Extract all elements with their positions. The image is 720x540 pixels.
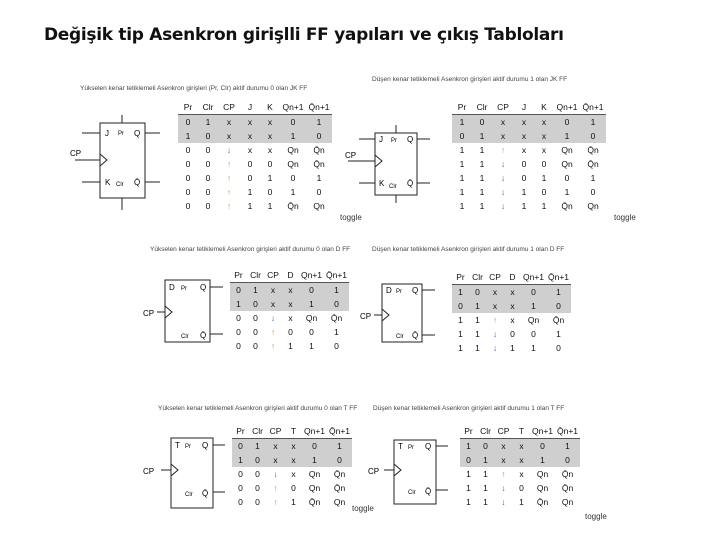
jk-truth-table-1 xyxy=(178,99,332,213)
col-header: Pr xyxy=(178,99,198,115)
svg-text:CP: CP xyxy=(368,467,380,476)
table-row: 1 1 ↓ 1 1 0 xyxy=(458,343,561,353)
table-row: 1 1 ↑ x Qn Q̄n xyxy=(458,315,565,325)
panel-caption: Yükselen kenar tetiklemeli Asenkron girişleri aktif durumu 0 olan D FF xyxy=(150,246,351,253)
col-header: Qn+1 xyxy=(299,267,324,283)
col-header: CP xyxy=(266,423,285,439)
col-header: Clr xyxy=(198,99,218,115)
panel-caption: Düşen kenar tetiklemeli Asenkron girişleri aktif durumu 1 olan D FF xyxy=(372,246,565,253)
table-row: 1 1 ↓ 0 Qn Q̄n xyxy=(466,483,574,493)
col-header: Pr xyxy=(232,423,249,439)
col-header: J xyxy=(240,99,260,115)
svg-text:Q̄: Q̄ xyxy=(407,179,414,188)
svg-text:Q: Q xyxy=(202,441,209,450)
toggle-note: toggle xyxy=(340,213,362,222)
t-flipflop-diagram xyxy=(368,432,453,512)
toggle-note: toggle xyxy=(585,512,607,521)
col-header: CP xyxy=(492,99,514,115)
table-row: 0 1 x x 0 1 xyxy=(232,439,352,454)
col-header: Pr xyxy=(452,269,469,285)
svg-text:Q̄: Q̄ xyxy=(425,487,432,496)
svg-text:Q̄: Q̄ xyxy=(202,489,209,498)
table-row: 0 0 ↑ 1 1 Q̄n Qn xyxy=(185,201,325,211)
t-flipflop-diagram xyxy=(143,430,233,515)
d-flipflop-diagram xyxy=(143,272,233,352)
svg-text:T: T xyxy=(175,441,180,450)
table-row: 1 1 ↓ 1 1 Q̄n Qn xyxy=(459,201,599,211)
svg-text:Clr: Clr xyxy=(408,490,416,496)
panel-caption: Düşen kenar tetiklemeli Asenkron girişleri aktif durumu 1 olan JK FF xyxy=(372,76,568,83)
col-header: K xyxy=(260,99,280,115)
col-header: D xyxy=(504,269,521,285)
col-header: D xyxy=(282,267,299,283)
table-row: 1 1 ↓ 1 Q̄n Qn xyxy=(466,497,574,507)
col-header: Qn+1 xyxy=(530,423,555,439)
table-row: 0 1 x x x 1 0 xyxy=(452,129,606,143)
j-input-label: J xyxy=(105,129,109,138)
svg-text:Q̄: Q̄ xyxy=(200,331,207,340)
svg-text:T: T xyxy=(398,442,403,451)
col-header: Q̄n+1 xyxy=(555,423,580,439)
col-header: Q̄n+1 xyxy=(546,269,571,285)
jk-flipflop-diagram xyxy=(345,125,445,205)
table-row: 1 0 x x 1 0 xyxy=(230,297,349,311)
svg-text:J: J xyxy=(379,135,383,144)
panel-caption: Düşen kenar tetiklemeli Asenkron girişleri aktif durumu 1 olan T FF xyxy=(373,405,565,412)
col-header: Qn+1 xyxy=(521,269,546,285)
table-row: 0 0 ↓ x Qn Q̄n xyxy=(236,313,343,323)
panel-caption: Yükselen kenar tetiklemeli Asenkron girişleri (Pr, Clr) aktif durumu 0 olan JK FF xyxy=(80,85,308,92)
col-header: Clr xyxy=(477,423,494,439)
toggle-note: toggle xyxy=(614,213,636,222)
clear-label: Clr xyxy=(116,182,124,188)
table-row: 0 0 ↑ 1 1 0 xyxy=(236,341,339,351)
table-row: 0 0 ↑ 0 Qn Q̄n xyxy=(238,483,346,493)
table-row: 1 0 x x 1 0 xyxy=(232,453,352,467)
clock-label: CP xyxy=(70,149,82,158)
t-truth-table-2 xyxy=(460,423,580,509)
svg-text:Pr: Pr xyxy=(185,444,191,450)
col-header: Qn+1 xyxy=(554,99,580,115)
col-header: T xyxy=(513,423,530,439)
col-header: Pr xyxy=(230,267,247,283)
table-row: 0 0 ↑ 0 0 1 xyxy=(236,327,339,337)
svg-text:Pr: Pr xyxy=(391,138,397,144)
col-header: Pr xyxy=(452,99,472,115)
t-truth-table-1 xyxy=(232,423,352,509)
svg-text:CP: CP xyxy=(360,312,372,321)
col-header: Qn+1 xyxy=(280,99,306,115)
col-header: Clr xyxy=(247,267,264,283)
col-header: CP xyxy=(218,99,240,115)
svg-text:D: D xyxy=(386,286,392,295)
col-header: CP xyxy=(494,423,513,439)
q-output-label: Q xyxy=(134,129,141,138)
toggle-note: toggle xyxy=(352,504,374,513)
svg-text:Pr: Pr xyxy=(181,286,187,292)
table-row: 1 0 x x 0 1 xyxy=(460,439,580,454)
col-header: Clr xyxy=(472,99,492,115)
jk-truth-table-2 xyxy=(452,99,606,213)
svg-text:Q: Q xyxy=(412,286,419,295)
k-input-label: K xyxy=(105,178,111,187)
table-row: 0 1 x x 1 0 xyxy=(460,453,580,467)
svg-text:Clr: Clr xyxy=(396,334,404,340)
svg-text:Pr: Pr xyxy=(396,289,402,295)
col-header: T xyxy=(285,423,302,439)
svg-text:Clr: Clr xyxy=(181,334,189,340)
svg-text:Clr: Clr xyxy=(389,184,397,190)
d-flipflop-diagram xyxy=(360,280,450,350)
table-row: 1 1 ↑ x Qn Q̄n xyxy=(466,469,574,479)
svg-text:Q: Q xyxy=(425,442,432,451)
table-row: 1 0 x x 0 1 xyxy=(452,285,571,300)
table-row: 0 0 ↑ 1 Q̄n Qn xyxy=(238,497,346,507)
col-header: J xyxy=(514,99,534,115)
preset-label: Pr xyxy=(118,131,124,137)
qbar-output-label: Q̄ xyxy=(134,178,141,187)
svg-text:D: D xyxy=(169,283,175,292)
col-header: Q̄n+1 xyxy=(306,99,332,115)
col-header: K xyxy=(534,99,554,115)
d-truth-table-2 xyxy=(452,269,571,355)
col-header: Qn+1 xyxy=(302,423,327,439)
svg-text:Clr: Clr xyxy=(185,492,193,498)
d-truth-table-1 xyxy=(230,267,349,353)
table-row: 1 0 x x x 0 1 xyxy=(452,115,606,130)
table-row: 1 1 ↓ 0 0 1 xyxy=(458,329,561,339)
col-header: Q̄n+1 xyxy=(580,99,606,115)
col-header: Q̄n+1 xyxy=(324,267,349,283)
slide-title: Değişik tip Asenkron girişlli FF yapıları ve çıkış Tabloları xyxy=(44,25,564,45)
table-row: 0 1 x x 0 1 xyxy=(230,283,349,298)
svg-text:CP: CP xyxy=(143,467,155,476)
col-header: Q̄n+1 xyxy=(327,423,352,439)
panel-caption: Yükselen kenar tetiklemeli Asenkron girişleri aktif durumu 0 olan T FF xyxy=(158,405,358,412)
jk-flipflop-diagram xyxy=(70,115,185,215)
col-header: CP xyxy=(264,267,282,283)
table-row: 1 1 ↓ 0 1 0 1 xyxy=(459,173,596,183)
svg-text:Pr: Pr xyxy=(408,445,414,451)
table-row: 1 1 ↓ 1 0 1 0 xyxy=(459,187,596,197)
table-row: 0 0 ↓ x x Qn Q̄n xyxy=(185,145,325,155)
svg-text:CP: CP xyxy=(143,309,155,318)
svg-text:Q: Q xyxy=(200,283,207,292)
col-header: Clr xyxy=(249,423,266,439)
col-header: CP xyxy=(486,269,504,285)
table-row: 0 1 x x x 0 1 xyxy=(178,115,332,130)
svg-text:Q̄: Q̄ xyxy=(412,331,419,340)
table-row: 0 0 ↓ x Qn Q̄n xyxy=(238,469,346,479)
table-row: 0 0 ↑ 0 1 0 1 xyxy=(185,173,322,183)
svg-text:K: K xyxy=(379,179,385,188)
table-row: 1 1 ↓ 0 0 Qn Q̄n xyxy=(459,159,599,169)
table-row: 0 1 x x 1 0 xyxy=(452,299,571,313)
col-header: Clr xyxy=(469,269,486,285)
col-header: Pr xyxy=(460,423,477,439)
table-row: 0 0 ↑ 1 0 1 0 xyxy=(185,187,322,197)
table-row: 1 0 x x x 1 0 xyxy=(178,129,332,143)
table-row: 1 1 ↑ x x Qn Q̄n xyxy=(459,145,599,155)
svg-text:Q: Q xyxy=(407,135,414,144)
svg-text:CP: CP xyxy=(345,151,357,160)
table-row: 0 0 ↑ 0 0 Qn Q̄n xyxy=(185,159,325,169)
